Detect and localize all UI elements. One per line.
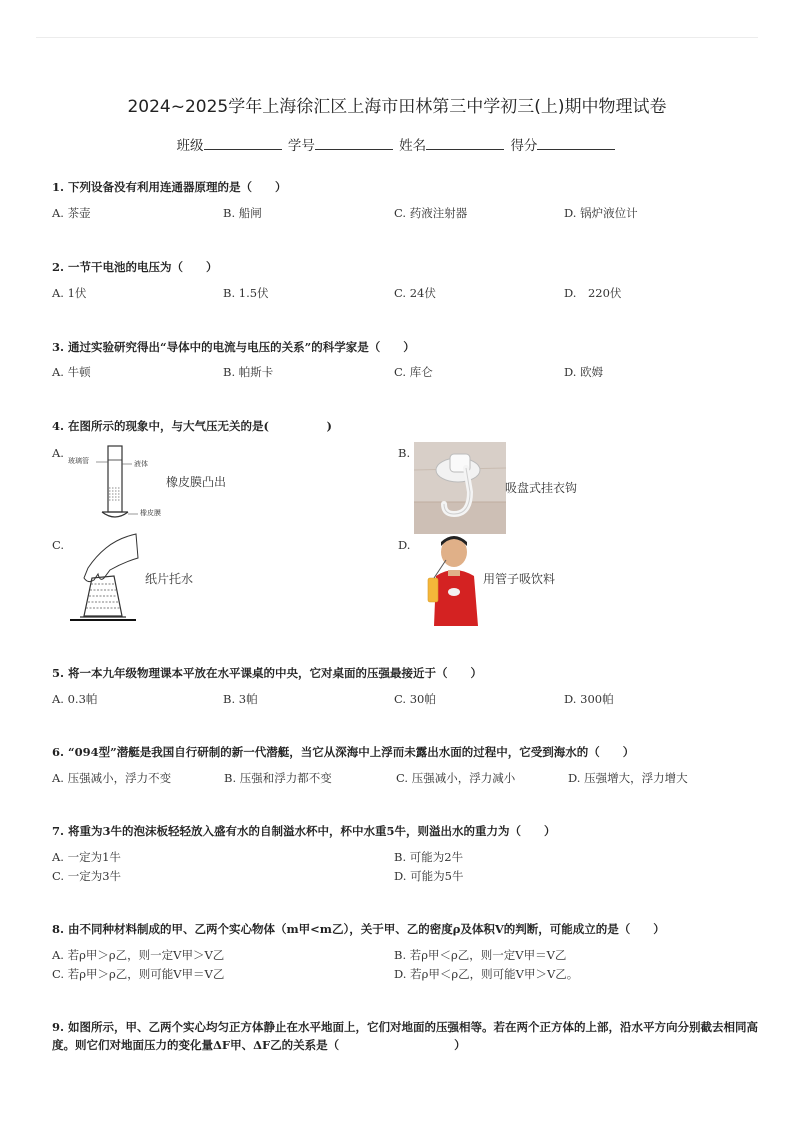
option-d[interactable]: D. 若ρ甲＜ρ乙，则可能V甲＞V乙。 [394, 967, 579, 981]
figure-c-letter[interactable]: C. [52, 538, 65, 552]
option-b[interactable]: B. 若ρ甲＜ρ乙，则一定V甲＝V乙 [394, 948, 567, 962]
question-2-stem: 2. 一节干电池的电压为（ ） [52, 260, 218, 274]
option-a[interactable]: A. 1伏 [52, 286, 87, 300]
option-b[interactable]: B. 压强和浮力都不变 [224, 771, 332, 785]
option-d[interactable]: D. 可能为5牛 [394, 869, 464, 883]
option-c[interactable]: C. 若ρ甲＞ρ乙，则可能V甲＝V乙 [52, 967, 225, 981]
question-5-stem: 5. 将一本九年级物理课本平放在水平课桌的中央，它对桌面的压强最接近于（ ） [52, 666, 483, 680]
question-1-stem: 1. 下列设备没有利用连通器原理的是（ ） [52, 180, 287, 194]
option-c[interactable]: C. 24伏 [394, 286, 436, 300]
figure-c-caption: 纸片托水 [145, 572, 194, 586]
option-b[interactable]: B. 可能为2牛 [394, 850, 464, 864]
option-a[interactable]: A. 一定为1牛 [52, 850, 121, 864]
option-a[interactable]: A. 压强减小，浮力不变 [52, 771, 172, 785]
option-a[interactable]: A. 若ρ甲＞ρ乙，则一定V甲＞V乙 [52, 948, 225, 962]
question-4-stem: 4. 在图所示的现象中，与大气压无关的是( ) [52, 419, 332, 433]
field-id-label: 学号 [287, 138, 315, 154]
option-b[interactable]: B. 船闸 [223, 206, 262, 220]
option-b[interactable]: B. 1.5伏 [223, 286, 269, 300]
figure-d-letter[interactable]: D. [398, 538, 411, 552]
option-c[interactable]: C. 库仑 [394, 365, 433, 379]
header-divider [36, 37, 758, 38]
option-c[interactable]: C. 压强减小，浮力减小 [396, 771, 516, 785]
figure-b-caption: 吸盘式挂衣钩 [505, 481, 578, 495]
question-7-stem: 7. 将重为3牛的泡沫板轻轻放入盛有水的自制溢水杯中，杯中水重5牛，则溢出水的重力为（ ） [52, 824, 556, 838]
question-8-stem: 8. 由不同种材料制成的甲、乙两个实心物体（m甲<m乙），关于甲、乙的密度ρ及体积V的判断，可能成立的是（ ） [52, 922, 665, 936]
field-name-label: 姓名 [399, 138, 427, 154]
option-b[interactable]: B. 帕斯卡 [223, 365, 274, 379]
figure-a-letter[interactable]: A. [52, 446, 64, 460]
figure-a-label-liquid: 液体 [134, 460, 148, 468]
field-score-label: 得分 [510, 138, 538, 154]
option-a[interactable]: A. 茶壶 [52, 206, 91, 220]
option-a[interactable]: A. 牛顿 [52, 365, 91, 379]
figure-d-caption: 用管子吸饮料 [483, 572, 556, 586]
question-3-stem: 3. 通过实验研究得出“导体中的电流与电压的关系”的科学家是（ ） [52, 340, 415, 354]
question-6-stem: 6. “094型”潜艇是我国自行研制的新一代潜艇，当它从深海中上浮而未露出水面的过程中，它受到海水的（ ） [52, 745, 635, 759]
figure-b-suction-hook-photo [414, 442, 506, 534]
option-d[interactable]: D. 300帕 [564, 692, 614, 706]
option-d[interactable]: D. 锅炉液位计 [564, 206, 638, 220]
option-c[interactable]: C. 30帕 [394, 692, 436, 706]
option-d[interactable]: D. 220伏 [564, 286, 622, 300]
field-id-blank[interactable] [315, 136, 393, 150]
field-class-label: 班级 [176, 138, 204, 154]
option-d[interactable]: D. 压强增大，浮力增大 [568, 771, 688, 785]
option-c[interactable]: C. 药液注射器 [394, 206, 468, 220]
option-b[interactable]: B. 3帕 [223, 692, 258, 706]
figure-d-boy-straw-photo [418, 534, 480, 626]
figure-b-letter[interactable]: B. [398, 446, 411, 460]
question-9-stem: 9. 如图所示，甲、乙两个实心均匀正方体静止在水平地面上，它们对地面的压强相等。若在两个正方体的上部，沿水平方向分别截去相同高度。则它们对地面压力的变化量ΔF甲、ΔF乙的关系是（ ） [52, 1020, 759, 1052]
field-name-blank[interactable] [426, 136, 504, 150]
figure-c-paper-cup-diagram [66, 532, 150, 624]
option-a[interactable]: A. 0.3帕 [52, 692, 98, 706]
figure-a-label-tube: 玻璃管 [68, 457, 89, 465]
field-score-blank[interactable] [537, 136, 615, 150]
option-c[interactable]: C. 一定为3牛 [52, 869, 122, 883]
page-title: 2024~2025学年上海徐汇区上海市田林第三中学初三(上)期中物理试卷 [127, 97, 667, 117]
student-info-row [0, 134, 794, 154]
option-d[interactable]: D. 欧姆 [564, 365, 604, 379]
figure-a-label-membrane: 橡皮膜 [140, 509, 161, 517]
figure-a-caption: 橡皮膜凸出 [166, 475, 227, 489]
field-class-blank[interactable] [204, 136, 282, 150]
